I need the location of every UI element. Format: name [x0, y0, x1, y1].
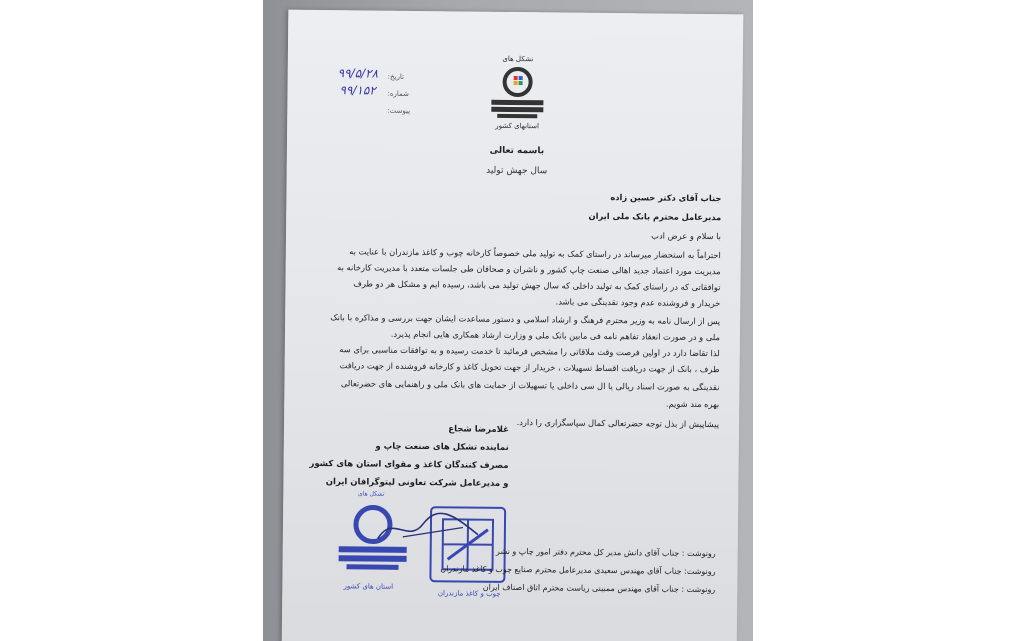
stamp-left-top: تشکل های: [358, 490, 385, 498]
cc-line: رونوشت: جناب آقای مهندس سعیدی مدیرعامل محترم صنایع چوب و کاغذ مازندران: [440, 564, 716, 577]
stamp-left-bottom: استان های کشور: [343, 582, 394, 591]
body-line: لذا تقاضا دارد در اولین فرصت وقت ملاقاتی را مشخص فرمائید تا خدمت رسیده و به توافقات مناسبی برای سه: [339, 344, 720, 359]
letter-paper: [282, 10, 744, 641]
date-label: تاریخ:: [387, 72, 405, 81]
letterhead-org-top: تشکل های: [502, 54, 534, 64]
body-line: خریدار و فروشنده عدم وجود نقدینگی می باشد.: [555, 296, 721, 309]
letterhead-org-bottom: استانهای کشور: [495, 121, 540, 131]
recipient-name: جناب آقای دکتر حسین زاده: [610, 192, 722, 204]
attachment-label: پیوست:: [387, 106, 411, 115]
signer-title: نماینده تشکل های صنعت چاپ و: [375, 441, 509, 453]
body-line: نقدینگی به صورت اسناد ریالی یا ال سی داخلی یا تسهیلات از حمایت های بانک ملی و راهنمایی های حضرتعالی: [340, 378, 720, 393]
cc-line: رونوشت : جناب آقای دانش مدیر کل محترم دفتر امور چاپ و نشر: [496, 546, 716, 559]
signer-name: غلامرضا شجاع: [448, 424, 510, 435]
body-line: مدیریت مورد اعتماد جدید اهالی صنعت چاپ کشور و ناشران و صحافان طی جلسات متعدد با مدیریت کارخانه به: [337, 262, 721, 277]
stamp-right-bottom: چوب و کاغذ مازندران: [437, 589, 501, 598]
number-label: شماره:: [387, 89, 409, 98]
recipient-title: مدیرعامل محترم بانک ملی ایران: [588, 210, 722, 223]
cc-line: رونوشت : جناب آقای مهندس ممبینی ریاست محترم اتاق اصناف ایران: [482, 582, 716, 595]
signer-title: مصرف کنندگان کاغذ و مقوای استان های کشور: [309, 458, 509, 471]
number-value: ۹۹/۱۵۲: [339, 83, 376, 98]
signer-title: و مدیرعامل شرکت تعاونی لیتوگرافان ایران: [325, 477, 509, 489]
greeting: با سلام و عرض ادب: [651, 230, 722, 242]
body-line: احتراماً به استحضار میرساند در راستای کمک به تولید ملی خصوصاً کارخانه چوب و کاغذ مازندران با عنایت به: [349, 246, 721, 261]
handwritten-signature: [373, 509, 483, 550]
year-motto: سال جهش تولید: [486, 165, 548, 177]
document-photo: [263, 0, 753, 641]
letterhead-logo: [477, 52, 558, 133]
body-line: پس از ارسال نامه به وزیر محترم فرهنگ و ارشاد اسلامی و دستور مساعدت ایشان جهت بررسی و مذاکره با بانک: [330, 312, 721, 327]
date-value: ۹۹/۵/۲۸: [337, 66, 379, 81]
body-line: پیشاپیش از بذل توجه حضرتعالی کمال سپاسگزاری را دارد.: [516, 417, 720, 430]
body-line: طرف ، بانک از جهت دریافت اقساط تسهیلات ، خریدار از جهت تحویل کاغذ و کارخانه فروشنده از جهت دریافت: [339, 360, 720, 375]
salutation: باسمه تعالی: [489, 145, 545, 157]
body-line: بهره مند شویم.: [665, 398, 720, 410]
body-line: توافقاتی که در راستای کمک به تولید داخلی که سال جهش تولید می باشد، رسیده ایم و مشکل هر دو طرف: [353, 278, 721, 293]
body-line: ملی و در صورت انعقاد تفاهم نامه فی مابین بانک ملی و وزارت ارشاد همکاری هایی انجام پذیرد.: [390, 328, 721, 343]
